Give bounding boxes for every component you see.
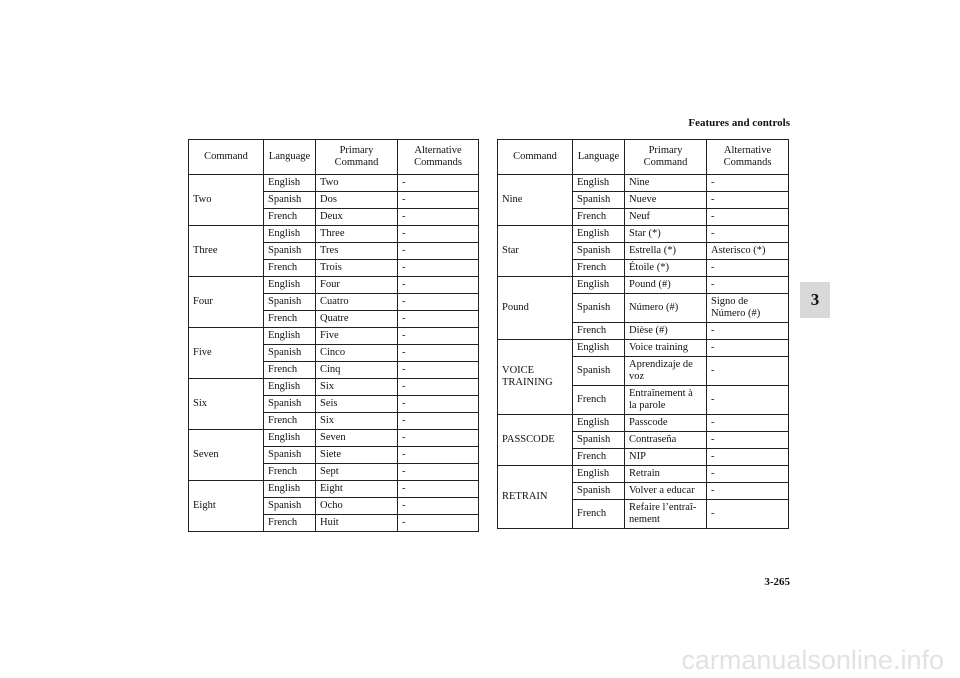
alternative-command-cell: - (398, 464, 479, 481)
header-language: Language (264, 140, 316, 175)
primary-command-cell: Número (#) (625, 294, 707, 323)
header-primary: Primary Command (316, 140, 398, 175)
language-cell: English (264, 379, 316, 396)
command-cell: Two (189, 175, 264, 226)
alternative-command-cell: - (398, 294, 479, 311)
header-command: Command (189, 140, 264, 175)
alternative-command-cell: Signo de Número (#) (707, 294, 789, 323)
language-cell: English (264, 481, 316, 498)
primary-command-cell: Tres (316, 243, 398, 260)
language-cell: Spanish (573, 294, 625, 323)
command-cell: Six (189, 379, 264, 430)
alternative-command-cell: - (707, 340, 789, 357)
alternative-command-cell: - (398, 226, 479, 243)
language-cell: Spanish (264, 243, 316, 260)
table-header-row (189, 140, 479, 175)
command-cell: PASSCODE (498, 415, 573, 466)
watermark: carmanualsonline.info (681, 645, 944, 675)
alternative-command-cell: - (398, 498, 479, 515)
alternative-command-cell: - (707, 466, 789, 483)
primary-command-cell: Trois (316, 260, 398, 277)
command-cell: VOICE TRAINING (498, 340, 573, 415)
alternative-command-cell: - (398, 192, 479, 209)
primary-command-cell: Seis (316, 396, 398, 413)
language-cell: French (264, 464, 316, 481)
alternative-command-cell: - (707, 432, 789, 449)
header-language: Language (573, 140, 625, 175)
command-cell: Nine (498, 175, 573, 226)
primary-command-cell: Nine (625, 175, 707, 192)
command-table-right (497, 139, 789, 529)
language-cell: French (264, 515, 316, 532)
alternative-command-cell: - (398, 515, 479, 532)
language-cell: Spanish (264, 498, 316, 515)
alternative-command-cell: - (707, 226, 789, 243)
language-cell: English (573, 466, 625, 483)
table-row (189, 226, 479, 243)
primary-command-cell: Eight (316, 481, 398, 498)
alternative-command-cell: - (707, 192, 789, 209)
primary-command-cell: Dos (316, 192, 398, 209)
alternative-command-cell: - (707, 209, 789, 226)
language-cell: Spanish (573, 483, 625, 500)
language-cell: English (264, 277, 316, 294)
language-cell: Spanish (573, 243, 625, 260)
primary-command-cell: Four (316, 277, 398, 294)
chapter-tab: 3 (800, 282, 830, 318)
alternative-command-cell: - (707, 483, 789, 500)
language-cell: English (264, 430, 316, 447)
primary-command-cell: Étoile (*) (625, 260, 707, 277)
primary-command-cell: NIP (625, 449, 707, 466)
alternative-command-cell: - (398, 413, 479, 430)
primary-command-cell: Deux (316, 209, 398, 226)
language-cell: French (573, 209, 625, 226)
alternative-command-cell: Asterisco (*) (707, 243, 789, 260)
primary-command-cell: Two (316, 175, 398, 192)
table-row (189, 328, 479, 345)
alternative-command-cell: - (398, 447, 479, 464)
primary-command-cell: Neuf (625, 209, 707, 226)
table-row (498, 466, 789, 483)
alternative-command-cell: - (707, 277, 789, 294)
command-cell: Seven (189, 430, 264, 481)
alternative-command-cell: - (398, 379, 479, 396)
alternative-command-cell: - (398, 481, 479, 498)
primary-command-cell: Pound (#) (625, 277, 707, 294)
alternative-command-cell: - (398, 260, 479, 277)
primary-command-cell: Nueve (625, 192, 707, 209)
alternative-command-cell: - (398, 396, 479, 413)
alternative-command-cell: - (707, 500, 789, 529)
page-number: 3-265 (764, 576, 790, 588)
primary-command-cell: Five (316, 328, 398, 345)
alternative-command-cell: - (398, 430, 479, 447)
alternative-command-cell: - (398, 345, 479, 362)
alternative-command-cell: - (707, 260, 789, 277)
primary-command-cell: Cuatro (316, 294, 398, 311)
primary-command-cell: Huit (316, 515, 398, 532)
language-cell: French (264, 209, 316, 226)
language-cell: English (264, 328, 316, 345)
header-command: Command (498, 140, 573, 175)
table-row (498, 415, 789, 432)
primary-command-cell: Refaire l’entraî-nement (625, 500, 707, 529)
alternative-command-cell: - (398, 362, 479, 379)
language-cell: Spanish (573, 192, 625, 209)
primary-command-cell: Sept (316, 464, 398, 481)
alternative-command-cell: - (707, 323, 789, 340)
alternative-command-cell: - (398, 175, 479, 192)
command-cell: Pound (498, 277, 573, 340)
primary-command-cell: Six (316, 413, 398, 430)
table-header-row (498, 140, 789, 175)
language-cell: French (573, 449, 625, 466)
command-cell: RETRAIN (498, 466, 573, 529)
header-title: Features and controls (688, 117, 790, 129)
language-cell: French (264, 413, 316, 430)
primary-command-cell: Passcode (625, 415, 707, 432)
language-cell: French (264, 362, 316, 379)
table-row (498, 226, 789, 243)
language-cell: English (573, 175, 625, 192)
primary-command-cell: Six (316, 379, 398, 396)
language-cell: Spanish (264, 345, 316, 362)
language-cell: French (573, 260, 625, 277)
language-cell: French (264, 311, 316, 328)
primary-command-cell: Dièse (#) (625, 323, 707, 340)
primary-command-cell: Star (*) (625, 226, 707, 243)
table-row (189, 277, 479, 294)
language-cell: English (573, 277, 625, 294)
language-cell: Spanish (573, 357, 625, 386)
language-cell: French (573, 323, 625, 340)
primary-command-cell: Contraseña (625, 432, 707, 449)
table-row (189, 175, 479, 192)
command-table-left (188, 139, 479, 532)
primary-command-cell: Aprendizaje de voz (625, 357, 707, 386)
table-row (189, 430, 479, 447)
language-cell: Spanish (264, 192, 316, 209)
alternative-command-cell: - (398, 277, 479, 294)
table-row (498, 277, 789, 294)
primary-command-cell: Voice training (625, 340, 707, 357)
language-cell: English (573, 415, 625, 432)
alternative-command-cell: - (707, 415, 789, 432)
command-cell: Star (498, 226, 573, 277)
command-cell: Five (189, 328, 264, 379)
primary-command-cell: Estrella (*) (625, 243, 707, 260)
language-cell: English (264, 226, 316, 243)
language-cell: Spanish (573, 432, 625, 449)
alternative-command-cell: - (398, 243, 479, 260)
primary-command-cell: Volver a educar (625, 483, 707, 500)
table-row (498, 175, 789, 192)
primary-command-cell: Siete (316, 447, 398, 464)
table-row (189, 481, 479, 498)
language-cell: English (264, 175, 316, 192)
alternative-command-cell: - (707, 386, 789, 415)
language-cell: French (573, 500, 625, 529)
language-cell: Spanish (264, 447, 316, 464)
command-cell: Four (189, 277, 264, 328)
language-cell: English (573, 226, 625, 243)
table-row (189, 379, 479, 396)
primary-command-cell: Retrain (625, 466, 707, 483)
alternative-command-cell: - (707, 449, 789, 466)
command-cell: Three (189, 226, 264, 277)
table-row (498, 340, 789, 357)
language-cell: French (573, 386, 625, 415)
alternative-command-cell: - (398, 311, 479, 328)
alternative-command-cell: - (398, 328, 479, 345)
language-cell: Spanish (264, 294, 316, 311)
language-cell: English (573, 340, 625, 357)
primary-command-cell: Ocho (316, 498, 398, 515)
primary-command-cell: Cinco (316, 345, 398, 362)
primary-command-cell: Entraînement à la parole (625, 386, 707, 415)
header-alternative: Alternative Commands (398, 140, 479, 175)
alternative-command-cell: - (707, 175, 789, 192)
primary-command-cell: Quatre (316, 311, 398, 328)
primary-command-cell: Seven (316, 430, 398, 447)
header-alternative: Alternative Commands (707, 140, 789, 175)
alternative-command-cell: - (707, 357, 789, 386)
primary-command-cell: Cinq (316, 362, 398, 379)
language-cell: Spanish (264, 396, 316, 413)
language-cell: French (264, 260, 316, 277)
header-primary: Primary Command (625, 140, 707, 175)
command-cell: Eight (189, 481, 264, 532)
alternative-command-cell: - (398, 209, 479, 226)
primary-command-cell: Three (316, 226, 398, 243)
